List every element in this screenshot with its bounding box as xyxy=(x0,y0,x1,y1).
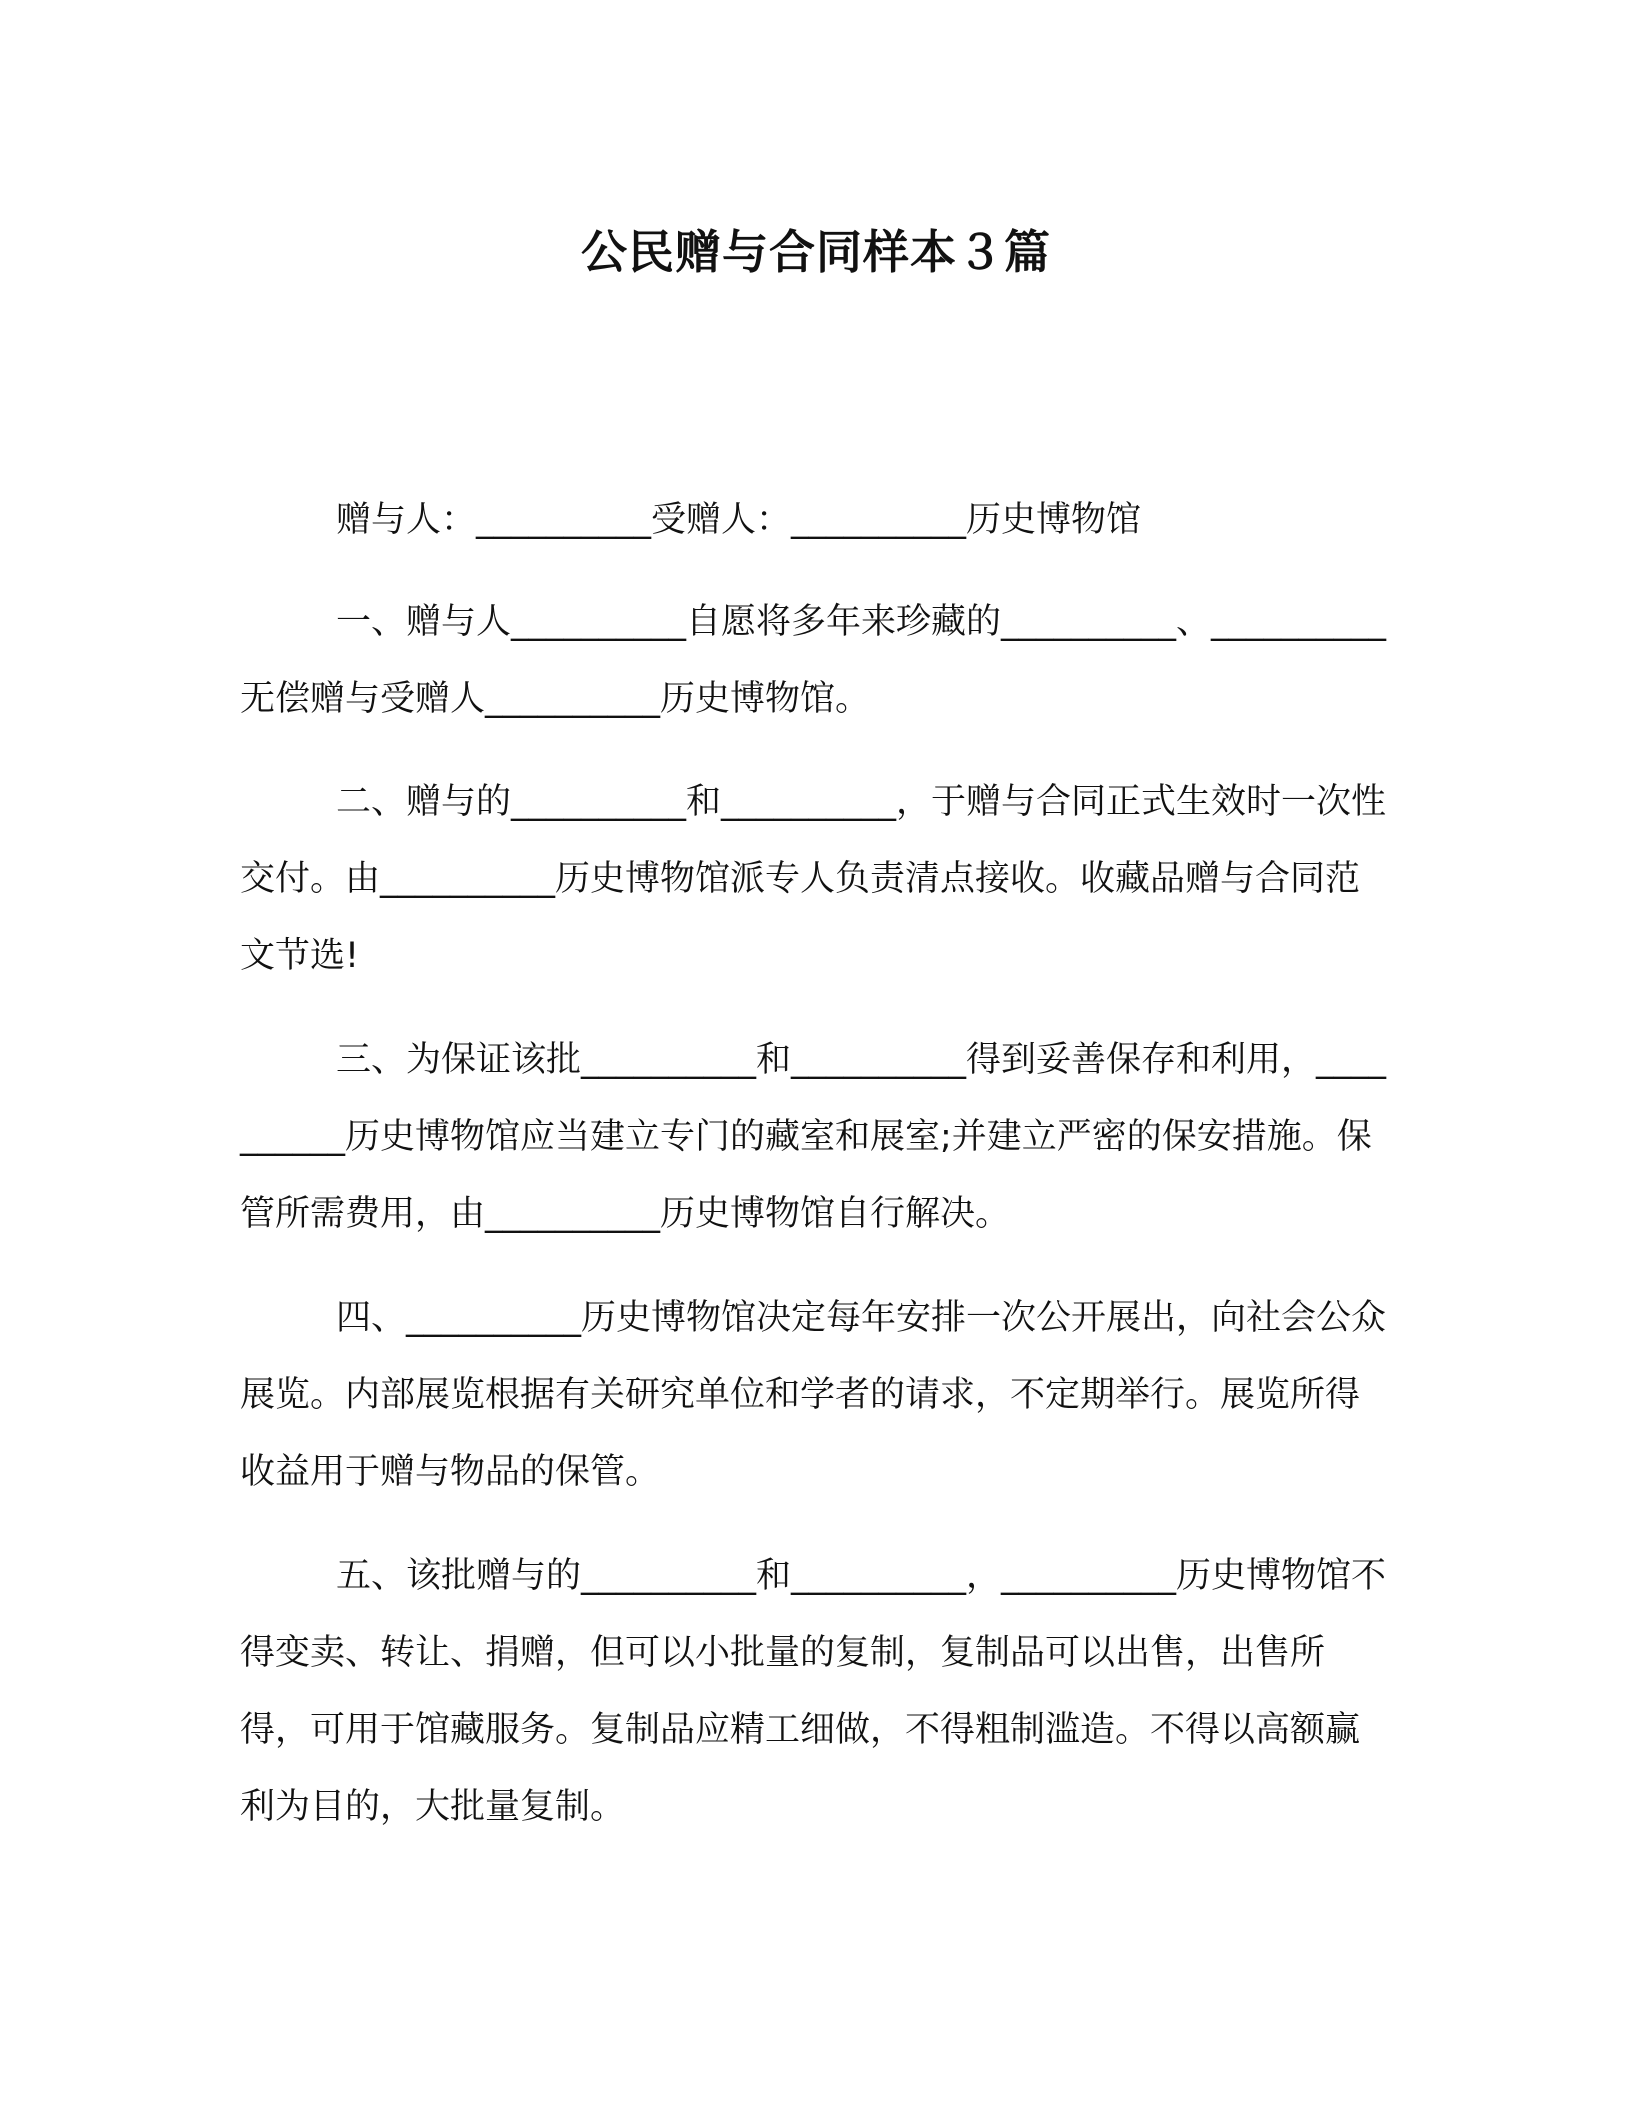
clause-2: 二、赠与的__________和__________，于赠与合同正式生效时一次性交付。由__________历史博物馆派专人负责清点接收。收藏品赠与合同范文节选! xyxy=(240,782,1387,976)
clause-4: 四、__________历史博物馆决定每年安排一次公开展出，向社会公众展览。内部展览根据有关研究单位和学者的请求，不定期举行。展览所得收益用于赠与物品的保管。 xyxy=(240,1298,1387,1492)
clause-5: 五、该批赠与的__________和__________，__________历史博物馆不得变卖、转让、捐赠，但可以小批量的复制，复制品可以出售，出售所得，可用于馆藏服务。复制品应精工细做，不得粗制滥造。不得以高额赢利为目的，大批量复制。 xyxy=(240,1556,1387,1827)
clause-3: 三、为保证该批__________和__________得到妥善保存和利用，__________历史博物馆应当建立专门的藏室和展室;并建立严密的保安措施。保管所需费用，由__________历史博物馆自行解决。 xyxy=(240,1040,1387,1234)
parties-line: 赠与人：__________受赠人：__________历史博物馆 xyxy=(336,500,1142,540)
document-title: 公民赠与合同样本３篇 xyxy=(581,225,1051,279)
clause-1: 一、赠与人__________自愿将多年来珍藏的__________、__________无偿赠与受赠人__________历史博物馆。 xyxy=(240,602,1387,719)
